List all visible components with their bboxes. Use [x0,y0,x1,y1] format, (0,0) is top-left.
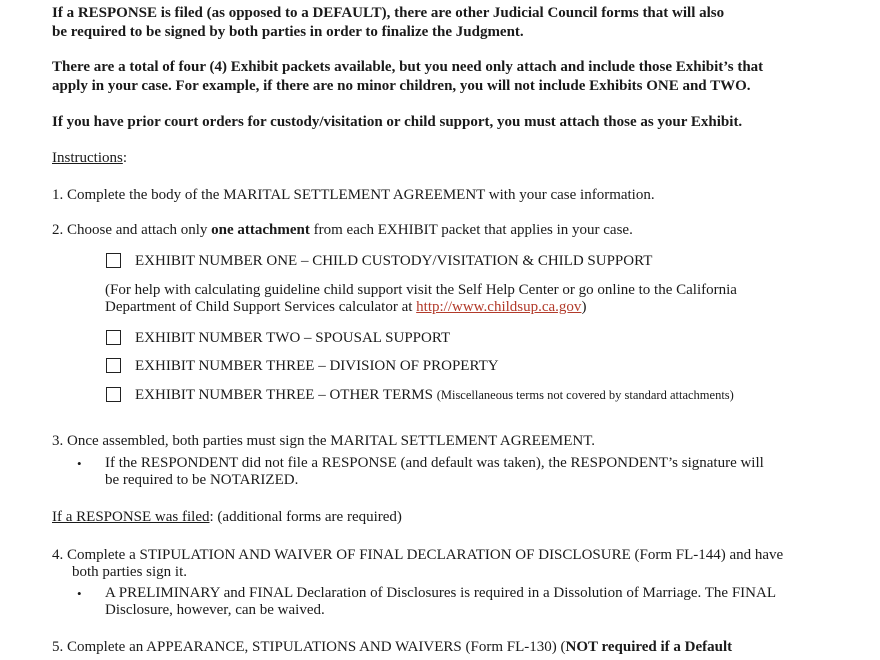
exhibits-note-line-1: There are a total of four (4) Exhibit packets available, but you need only attach and include those Exhibit’s that [52,59,764,75]
exhibit-one-checkbox[interactable] [106,253,121,268]
exhibit-one-label: EXHIBIT NUMBER ONE – CHILD CUSTODY/VISITATION & CHILD SUPPORT [135,253,653,269]
intro-line-2: be required to be signed by both parties in order to finalize the Judgment. [52,24,524,40]
step-1: 1. Complete the body of the MARITAL SETTLEMENT AGREEMENT with your case information. [52,187,655,203]
step-4-line-2: both parties sign it. [72,564,187,580]
prior-orders-note: If you have prior court orders for custody/visitation or child support, you must attach those as your Exhibit. [52,114,743,130]
step-3-bullet-line-2: be required to be NOTARIZED. [105,472,299,488]
exhibit-two-checkbox[interactable] [106,330,121,345]
step-5: 5. Complete an APPEARANCE, STIPULATIONS AND WAIVERS (Form FL-130) (NOT required if a Default [52,639,733,655]
exhibit-three-property-label: EXHIBIT NUMBER THREE – DIVISION OF PROPERTY [135,358,499,374]
intro-line-1: If a RESPONSE is filed (as opposed to a DEFAULT), there are other Judicial Council forms that will also [52,5,725,21]
step-4-bullet-line-2: Disclosure, however, can be waived. [105,602,325,618]
exhibit-three-other-label: EXHIBIT NUMBER THREE – OTHER TERMS (Miscellaneous terms not covered by standard attachments) [135,387,734,403]
exhibits-note-line-2: apply in your case. For example, if there are no minor children, you will not include Exhibits ONE and TWO. [52,78,751,94]
help-note-line-2: Department of Child Support Services calculator at http://www.childsup.ca.gov) [105,299,587,315]
step-4-bullet-line-1: A PRELIMINARY and FINAL Declaration of Disclosures is required in a Dissolution of Marriage. The FINAL [105,585,776,601]
step-3-bullet: • [77,456,82,471]
step-4-bullet: • [77,586,82,601]
exhibit-three-other-checkbox[interactable] [106,387,121,402]
step-3-bullet-line-1: If the RESPONDENT did not file a RESPONSE (and default was taken), the RESPONDENT’s signature will [105,455,764,471]
step-3: 3. Once assembled, both parties must sign the MARITAL SETTLEMENT AGREEMENT. [52,433,596,449]
step-4-line-1: 4. Complete a STIPULATION AND WAIVER OF FINAL DECLARATION OF DISCLOSURE (Form FL-144) and have [52,547,784,563]
step-2: 2. Choose and attach only one attachment from each EXHIBIT packet that applies in your case. [52,222,633,238]
instructions-heading: Instructions: [52,150,127,166]
exhibit-three-property-checkbox[interactable] [106,358,121,373]
response-filed-heading: If a RESPONSE was filed: (additional forms are required) [52,509,402,525]
childsup-link[interactable]: http://www.childsup.ca.gov [416,299,582,315]
help-note-line-1: (For help with calculating guideline child support visit the Self Help Center or go online to the California [105,282,737,298]
exhibit-two-label: EXHIBIT NUMBER TWO – SPOUSAL SUPPORT [135,330,451,346]
